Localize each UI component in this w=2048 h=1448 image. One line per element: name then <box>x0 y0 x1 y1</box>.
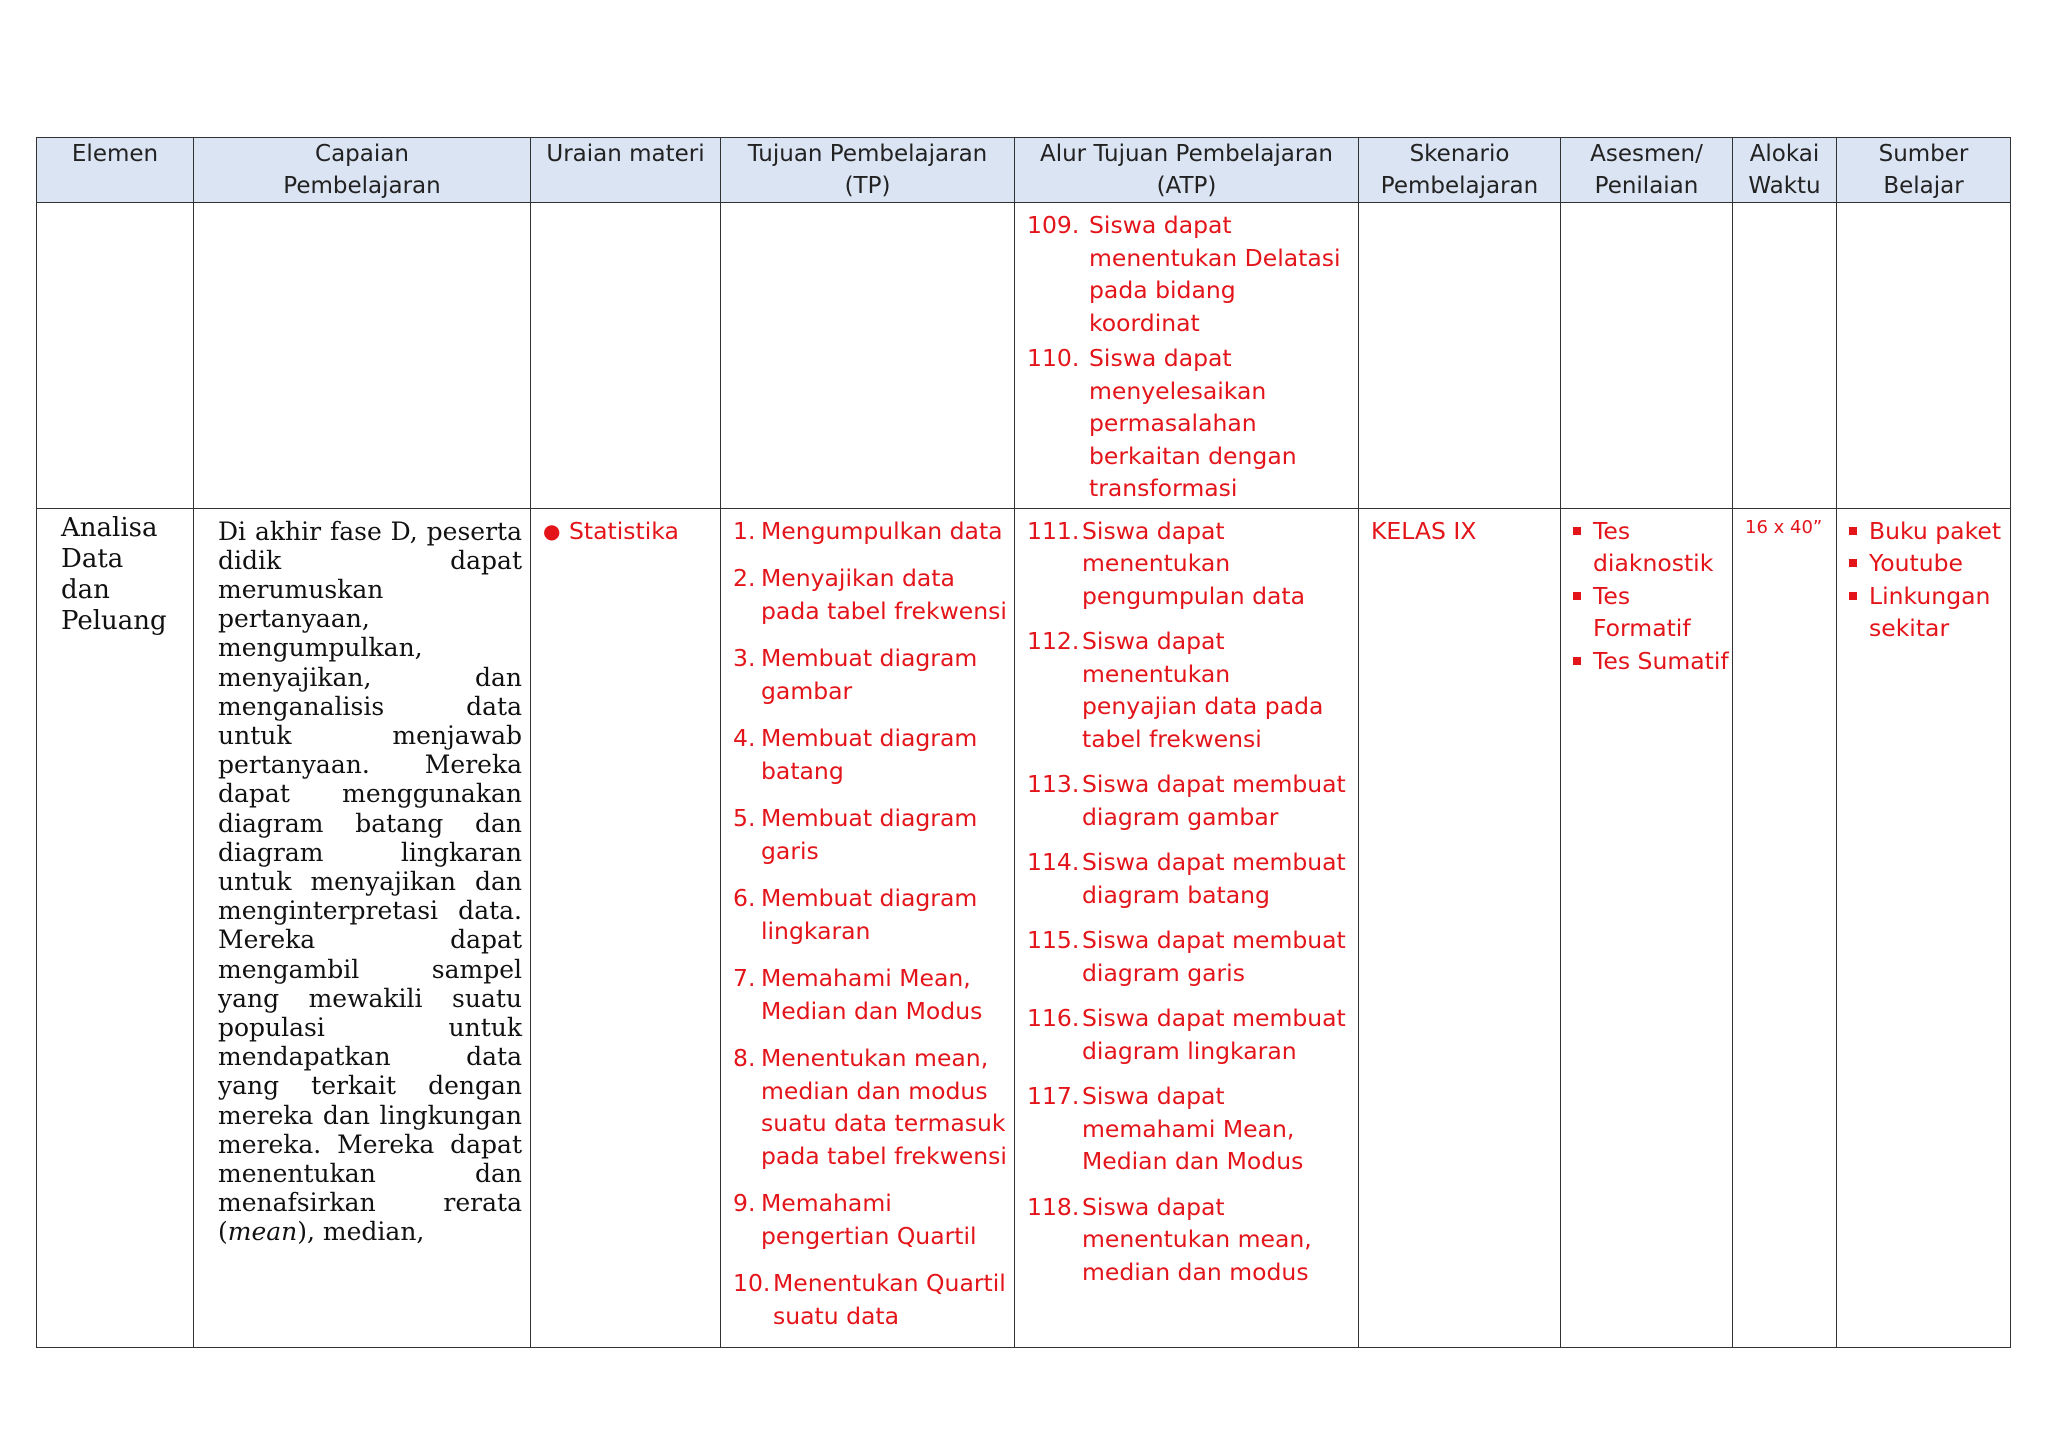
item-number: 116. <box>1027 1004 1080 1032</box>
header-alokasi: Alokai Waktu <box>1733 138 1837 203</box>
item-number: 6. <box>733 884 756 912</box>
item-text: Linkungan sekitar <box>1869 581 1991 642</box>
list-item <box>733 962 1014 1027</box>
item-text: Tes Sumatif <box>1593 646 1729 675</box>
item-number: 113. <box>1027 770 1080 798</box>
item-text: Siswa dapat menyelesaikan permasalahan berkaitan dengan transformasi <box>1089 344 1297 502</box>
square-bullet-icon <box>1573 515 1593 580</box>
atp-cell <box>1015 508 1359 1348</box>
sumber-list <box>1837 509 2010 645</box>
item-text: Siswa dapat membuat diagram batang <box>1082 848 1346 909</box>
materi-text: Statistika <box>569 516 679 545</box>
capaian-text <box>194 509 530 1247</box>
list-item <box>733 1187 1014 1252</box>
header-elemen: Elemen <box>37 138 194 203</box>
continued-row <box>37 203 2011 509</box>
item-number: 10. <box>733 1269 771 1297</box>
item-number: 115. <box>1027 926 1080 954</box>
square-bullet-icon <box>1849 515 1869 548</box>
capaian-cell <box>194 508 531 1348</box>
elemen-text: Analisa Data dan Peluang <box>61 512 167 636</box>
list-item <box>1027 768 1358 833</box>
list-item <box>733 722 1014 787</box>
item-number: 5. <box>733 804 756 832</box>
header-atp: Alur Tujuan Pembelajaran (ATP) <box>1015 138 1359 203</box>
item-text: Siswa dapat menentukan pengumpulan data <box>1082 516 1306 610</box>
list-item <box>733 802 1014 867</box>
square-bullet-icon <box>1849 580 1869 645</box>
header-uraian: Uraian materi <box>531 138 721 203</box>
list-item <box>1027 515 1358 613</box>
item-text: Siswa dapat menentukan Delatasi pada bidang koordinat <box>1089 211 1341 337</box>
item-text: Menyajikan data pada tabel frekwensi <box>761 564 1007 625</box>
item-text: Siswa dapat membuat diagram garis <box>1082 926 1346 987</box>
list-item <box>1573 515 1732 580</box>
empty-cell <box>194 203 531 509</box>
item-number: 2. <box>733 564 756 592</box>
empty-cell <box>1561 203 1733 509</box>
item-text: Tes diaknostik <box>1593 516 1714 577</box>
list-item <box>1027 924 1358 989</box>
square-bullet-icon <box>1849 547 1869 580</box>
asesmen-list <box>1561 509 1732 678</box>
continued-atp-cell <box>1015 203 1359 509</box>
item-text: Membuat diagram batang <box>761 724 978 785</box>
list-item <box>733 642 1014 707</box>
list-item <box>1027 1002 1358 1067</box>
item-text: Siswa dapat membuat diagram gambar <box>1082 770 1346 831</box>
list-item <box>1027 1080 1358 1178</box>
square-bullet-icon <box>1573 645 1593 678</box>
list-item <box>733 882 1014 947</box>
list-item <box>1849 580 2010 645</box>
item-text: Youtube <box>1869 549 1963 577</box>
header-row <box>37 138 2011 203</box>
item-number: 1. <box>733 516 756 545</box>
item-text: Menentukan Quartil suatu data <box>773 1269 1006 1330</box>
list-item <box>1027 342 1358 505</box>
empty-cell <box>531 203 721 509</box>
continued-atp-list <box>1015 203 1358 505</box>
item-text: Membuat diagram garis <box>761 804 978 865</box>
item-number: 110. <box>1027 344 1080 372</box>
table-row <box>37 508 2011 1348</box>
list-item <box>1027 209 1358 339</box>
list-item <box>733 1042 1014 1172</box>
item-number: 7. <box>733 964 756 992</box>
list-item <box>1573 580 1732 645</box>
elemen-cell <box>37 508 194 1348</box>
empty-cell <box>721 203 1015 509</box>
item-text: Mengumpulkan data <box>761 516 1003 545</box>
item-text: Siswa dapat menentukan mean, median dan modus <box>1082 1192 1312 1286</box>
item-number: 112. <box>1027 627 1080 655</box>
item-number: 111. <box>1027 516 1080 545</box>
empty-cell <box>1359 203 1561 509</box>
item-text: Memahami pengertian Quartil <box>761 1189 977 1250</box>
list-item <box>1849 547 2010 580</box>
item-text: Memahami Mean, Median dan Modus <box>761 964 983 1025</box>
list-item <box>1027 846 1358 911</box>
item-text: Membuat diagram lingkaran <box>761 884 978 945</box>
capaian-tail: ), median, <box>297 1217 425 1247</box>
curriculum-table <box>36 137 2011 1348</box>
item-text: Menentukan mean, median dan modus suatu data termasuk pada tabel frekwensi <box>761 1044 1007 1170</box>
item-text: Siswa dapat membuat diagram lingkaran <box>1082 1004 1346 1065</box>
item-number: 4. <box>733 724 756 752</box>
item-text: Buku paket <box>1869 516 2002 545</box>
asesmen-cell <box>1561 508 1733 1348</box>
list-item <box>1849 515 2010 548</box>
capaian-body: Di akhir fase D, peserta didik dapat merumuskan pertanyaan, mengumpulkan, menyajikan, dan menganalisis data untuk menjawab pertanyaan. Mereka dapat menggunakan diagram batang dan diagram lingkaran untuk menyajikan dan menginterpretasi data. Mereka dapat mengambil sampel yang mewakili suatu populasi untuk mendapatkan data yang terkait dengan mereka dan lingkungan mereka. Mereka dapat menentukan dan menafsirkan rerata ( <box>218 516 522 1247</box>
bullet-icon: ● <box>543 518 561 543</box>
sumber-cell <box>1837 508 2011 1348</box>
header-capaian: Capaian Pembelajaran <box>194 138 531 203</box>
tp-list <box>721 509 1014 1333</box>
header-skenario: Skenario Pembelajaran <box>1359 138 1561 203</box>
item-number: 9. <box>733 1189 756 1217</box>
item-text: Siswa dapat memahami Mean, Median dan Modus <box>1082 1082 1304 1175</box>
capaian-italic: mean <box>227 1217 298 1247</box>
item-text: Membuat diagram gambar <box>761 644 978 705</box>
alokasi-text: 16 x 40” <box>1745 516 1823 538</box>
item-number: 3. <box>733 644 756 672</box>
item-text: Tes Formatif <box>1593 581 1691 642</box>
header-tp: Tujuan Pembelajaran (TP) <box>721 138 1015 203</box>
list-item <box>733 1267 1014 1332</box>
alokasi-cell <box>1733 508 1837 1348</box>
item-number: 118. <box>1027 1192 1080 1221</box>
empty-cell <box>1837 203 2011 509</box>
tp-cell <box>721 508 1015 1348</box>
list-item <box>1027 1191 1358 1289</box>
list-item <box>733 562 1014 627</box>
materi-item <box>531 509 720 548</box>
skenario-text: KELAS IX <box>1371 516 1477 545</box>
header-sumber: Sumber Belajar <box>1837 138 2011 203</box>
item-number: 117. <box>1027 1082 1080 1110</box>
square-bullet-icon <box>1573 580 1593 645</box>
item-number: 8. <box>733 1044 756 1072</box>
list-item <box>733 515 1014 548</box>
empty-cell <box>37 203 194 509</box>
list-item <box>1573 645 1732 678</box>
atp-list <box>1015 509 1358 1289</box>
item-number: 109. <box>1027 211 1080 239</box>
item-number: 114. <box>1027 848 1080 876</box>
list-item <box>1027 625 1358 755</box>
skenario-cell <box>1359 508 1561 1348</box>
item-text: Siswa dapat menentukan penyajian data pada tabel frekwensi <box>1082 627 1324 753</box>
materi-cell <box>531 508 721 1348</box>
header-asesmen: Asesmen/ Penilaian <box>1561 138 1733 203</box>
empty-cell <box>1733 203 1837 509</box>
